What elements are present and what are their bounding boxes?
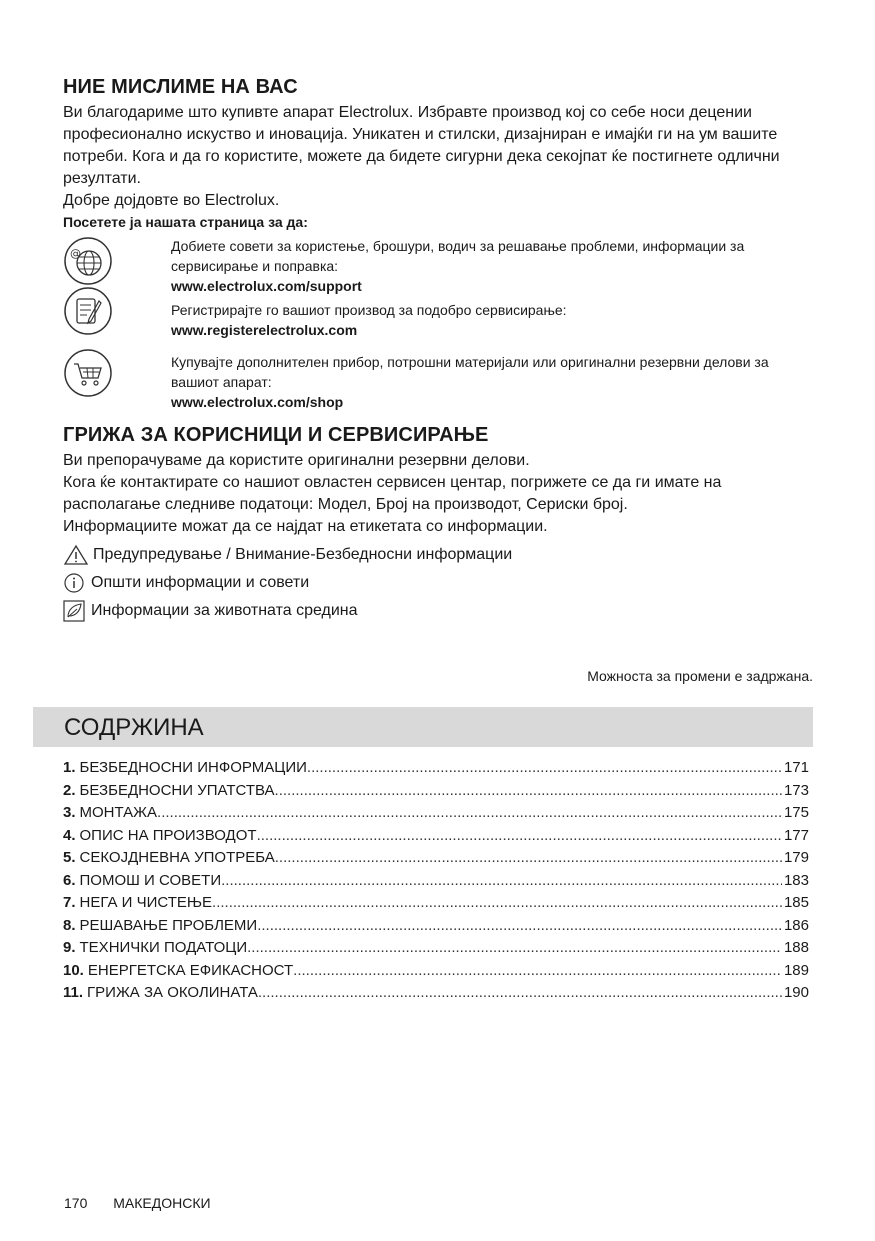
toc-entry[interactable]	[63, 892, 809, 915]
language-label: МАКЕДОНСКИ	[113, 1195, 211, 1211]
leaf-icon	[63, 600, 87, 622]
toc-leader	[157, 802, 782, 825]
toc-leader	[275, 780, 782, 803]
intro-paragraph: Ви благодариме што купивте апарат Electrolux. Избравте производ кој со себе носи децении професионално искуство и иновација. Уникатен и стилски, дизајниран е имајќи ги на ум вашите потреби. Кога и да го користите, можете да бидете сигурни дека секојпат ќе постигнете одлични резултати.	[63, 104, 780, 187]
toc-label: СЕКОЈДНЕВНА УПОТРЕБА	[79, 849, 275, 866]
toc-number: 4.	[63, 826, 76, 844]
visit-item-shop	[63, 348, 813, 412]
toc-number: 10.	[63, 961, 84, 979]
toc-page: 186	[783, 916, 809, 934]
care-paragraph-1: Ви препорачуваме да користите оригинални резервни делови.	[63, 452, 530, 469]
page-content	[63, 76, 813, 684]
toc-label: РЕШАВАЊЕ ПРОБЛЕМИ	[79, 916, 258, 934]
toc-page: 177	[783, 826, 809, 844]
toc-page: 183	[783, 871, 809, 889]
toc-entry[interactable]	[63, 982, 809, 1005]
toc-page: 173	[783, 781, 809, 799]
toc-title: СОДРЖИНА	[64, 714, 204, 741]
symbol-label: Предупредување / Внимание-Безбедносни информации	[93, 546, 513, 563]
warning-icon	[63, 544, 89, 566]
toc-label: МОНТАЖА	[79, 804, 158, 821]
visit-text-shop	[171, 348, 813, 412]
toc-leader	[247, 937, 782, 960]
register-link[interactable]: www.registerelectrolux.com	[171, 322, 358, 338]
toc-leader	[258, 982, 782, 1005]
toc-number: 1.	[63, 759, 76, 776]
table-of-contents	[63, 757, 809, 1005]
toc-entry[interactable]	[63, 870, 809, 893]
toc-number: 3.	[63, 804, 76, 821]
toc-leader	[257, 825, 782, 848]
care-paragraph-2: Кога ќе контактирате со нашиот овластен сервисен центар, погрижете се да ги имате на располагање следниве податоци: Модел, Број на производот, Сериски број.	[63, 474, 722, 513]
section-title-customer-care: ГРИЖА ЗА КОРИСНИЦИ И СЕРВИСИРАЊЕ	[63, 424, 489, 446]
toc-number: 6.	[63, 871, 76, 889]
toc-page: 179	[783, 849, 809, 866]
toc-page: 189	[783, 961, 809, 979]
toc-entry[interactable]	[63, 825, 809, 848]
toc-label: НЕГА И ЧИСТЕЊЕ	[79, 894, 213, 911]
toc-number: 8.	[63, 916, 76, 934]
toc-number: 7.	[63, 894, 76, 911]
toc-number: 2.	[63, 781, 76, 799]
welcome-line: Добре дојдовте во Electrolux.	[63, 192, 280, 209]
toc-leader	[221, 870, 782, 893]
toc-number: 9.	[63, 939, 76, 956]
cart-icon	[63, 348, 113, 398]
toc-label: ОПИС НА ПРОИЗВОДОТ	[79, 826, 257, 844]
symbol-label: Општи информации и совети	[91, 574, 310, 591]
support-link[interactable]: www.electrolux.com/support	[171, 278, 362, 294]
toc-page: 175	[783, 804, 809, 821]
visit-heading: Посетете ја нашата страница за да:	[63, 214, 308, 230]
toc-page: 190	[783, 984, 809, 1001]
visit-text-register	[171, 286, 567, 340]
section-title-we-think: НИЕ МИСЛИМЕ НА ВАС	[63, 76, 298, 98]
care-paragraph-3: Информациите можат да се најдат на етикетата со информации.	[63, 518, 548, 535]
globe-icon	[63, 236, 113, 286]
toc-page: 171	[783, 759, 809, 776]
toc-label: ТЕХНИЧКИ ПОДАТОЦИ	[79, 939, 248, 956]
toc-leader	[257, 915, 782, 938]
changes-note: Можноста за промени е задржана.	[587, 668, 813, 684]
toc-page: 188	[783, 939, 809, 956]
toc-entry[interactable]	[63, 780, 809, 803]
symbol-environment	[63, 600, 813, 622]
toc-entry[interactable]	[63, 915, 809, 938]
symbol-warning	[63, 544, 813, 566]
svg-text:@: @	[70, 247, 81, 260]
visit-description: Купувајте дополнителен прибор, потрошни материјали или оригинални резервни делови за вашиот апарат:	[171, 354, 769, 390]
toc-leader	[212, 892, 782, 915]
toc-entry[interactable]	[63, 847, 809, 870]
toc-leader	[293, 960, 782, 983]
toc-label: ЕНЕРГЕТСКА ЕФИКАСНОСТ	[87, 961, 294, 979]
toc-leader	[307, 757, 782, 780]
register-icon	[63, 286, 113, 336]
symbol-label: Информации за животната средина	[91, 602, 358, 619]
symbol-info	[63, 572, 813, 594]
toc-entry[interactable]	[63, 802, 809, 825]
page-number: 170	[64, 1195, 88, 1211]
shop-link[interactable]: www.electrolux.com/shop	[171, 394, 344, 410]
visit-description: Добиете совети за користење, брошури, водич за решавање проблеми, информации за сервисирање и поправка:	[171, 238, 745, 274]
info-icon	[63, 572, 87, 594]
toc-entry[interactable]	[63, 937, 809, 960]
toc-number: 5.	[63, 849, 76, 866]
toc-page: 185	[783, 894, 809, 911]
toc-label: ПОМОШ И СОВЕТИ	[79, 871, 222, 889]
toc-label: БЕЗБЕДНОСНИ УПАТСТВА	[79, 781, 275, 799]
visit-description: Регистрирајте го вашиот производ за подобро сервисирање:	[171, 302, 567, 318]
toc-entry[interactable]	[63, 757, 809, 780]
toc-label: ГРИЖА ЗА ОКОЛИНАТА	[87, 984, 258, 1001]
toc-label: БЕЗБЕДНОСНИ ИНФОРМАЦИИ	[79, 759, 307, 776]
toc-entry[interactable]	[63, 960, 809, 983]
toc-number: 11.	[63, 984, 84, 1001]
page-footer	[64, 1195, 233, 1211]
toc-leader	[275, 847, 782, 870]
